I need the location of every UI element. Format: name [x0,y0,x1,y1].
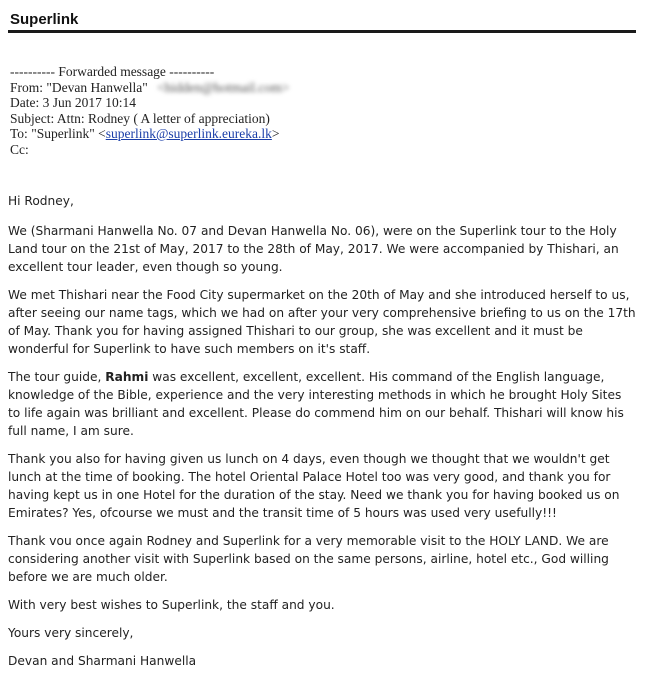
from-label: From: [10,79,44,95]
letter-paragraph-4: Thank you also for having given us lunch on 4 days, even though we thought that we wouldn't get lunch at the time of booking. The hotel Oriental Palace Hotel too was very good, and thank you for having kept us in one Hotel for the duration of the stay. Need we thank you for having booked us on Emirates? Yes, ofcourse we must and the transit time of 5 hours was used very usefully!!! [8,452,620,520]
forward-header [10,64,289,157]
letter-body [8,192,636,680]
from-name: "Devan Hanwella" [46,79,148,95]
letter-signature: Devan and Sharmani Hanwella [8,654,197,668]
from-row [10,80,289,96]
brand-title: Superlink [10,11,79,28]
letter-paragraph-5: Thank vou once again Rodney and Superlink for a very memorable visit to the HOLY LAND. We are considering another visit with Superlink based on the same persons, airline, hotel etc., God willing before we are much older. [8,534,609,584]
to-name: "Superlink" [31,126,95,141]
from-email-blurred: <hidden@hotmail.com> [157,79,290,95]
date-value: 3 Jun 2017 10:14 [42,95,137,110]
letter-paragraph-1: We (Sharmani Hanwella No. 07 and Devan Hanwella No. 06), were on the Superlink tour to the Holy Land tour on the 21st of May, 2017 to the 28th of May, 2017. We were accompanied by Thishari, an excellent tour leader, even though so young. [8,224,619,274]
subject-value: Attn: Rodney ( A letter of appreciation) [56,110,270,126]
date-label: Date: [10,95,40,110]
to-row [10,126,289,142]
letter-paragraph-2: We met Thishari near the Food City supermarket on the 20th of May and she introduced herself to us, after seeing our name tags, which we had on after your very comprehensive briefing to us on the 17th of May. Thank you for having assigned Thishari to our group, she was excellent and it must be wonderful for Superlink to have such members on it's staff. [8,288,636,356]
p3-rest: was excellent, excellent, excellent. His command of the English language, knowledge of the Bible, experience and the very interesting methods in which he brought Holy Sites to life again was brilliant and excellent. Please do commend him on our behalf. Thishari will know his full name, I am sure. [8,370,624,438]
to-label: To: [10,126,28,141]
forward-separator: ---------- Forwarded message ---------- [10,64,215,79]
header-bar [8,8,636,32]
subject-label: Subject: [10,110,55,126]
letter-paragraph-3 [8,368,636,440]
letter-closing: Yours very sincerely, [8,626,134,640]
letter-paragraph-6: With very best wishes to Superlink, the staff and you. [8,598,335,612]
date-row [10,95,289,111]
cc-row [10,142,289,158]
letter-greeting: Hi Rodney, [8,194,74,208]
to-email-link[interactable]: superlink@superlink.eureka.lk [105,126,272,141]
tour-guide-name: Rahmi [105,370,149,384]
header-rule [8,30,636,33]
cc-label: Cc: [10,141,29,157]
p3-intro: The tour guide, [8,370,106,384]
subject-row [10,111,289,127]
to-email-open: < [98,126,106,141]
to-email-close: > [271,126,280,141]
